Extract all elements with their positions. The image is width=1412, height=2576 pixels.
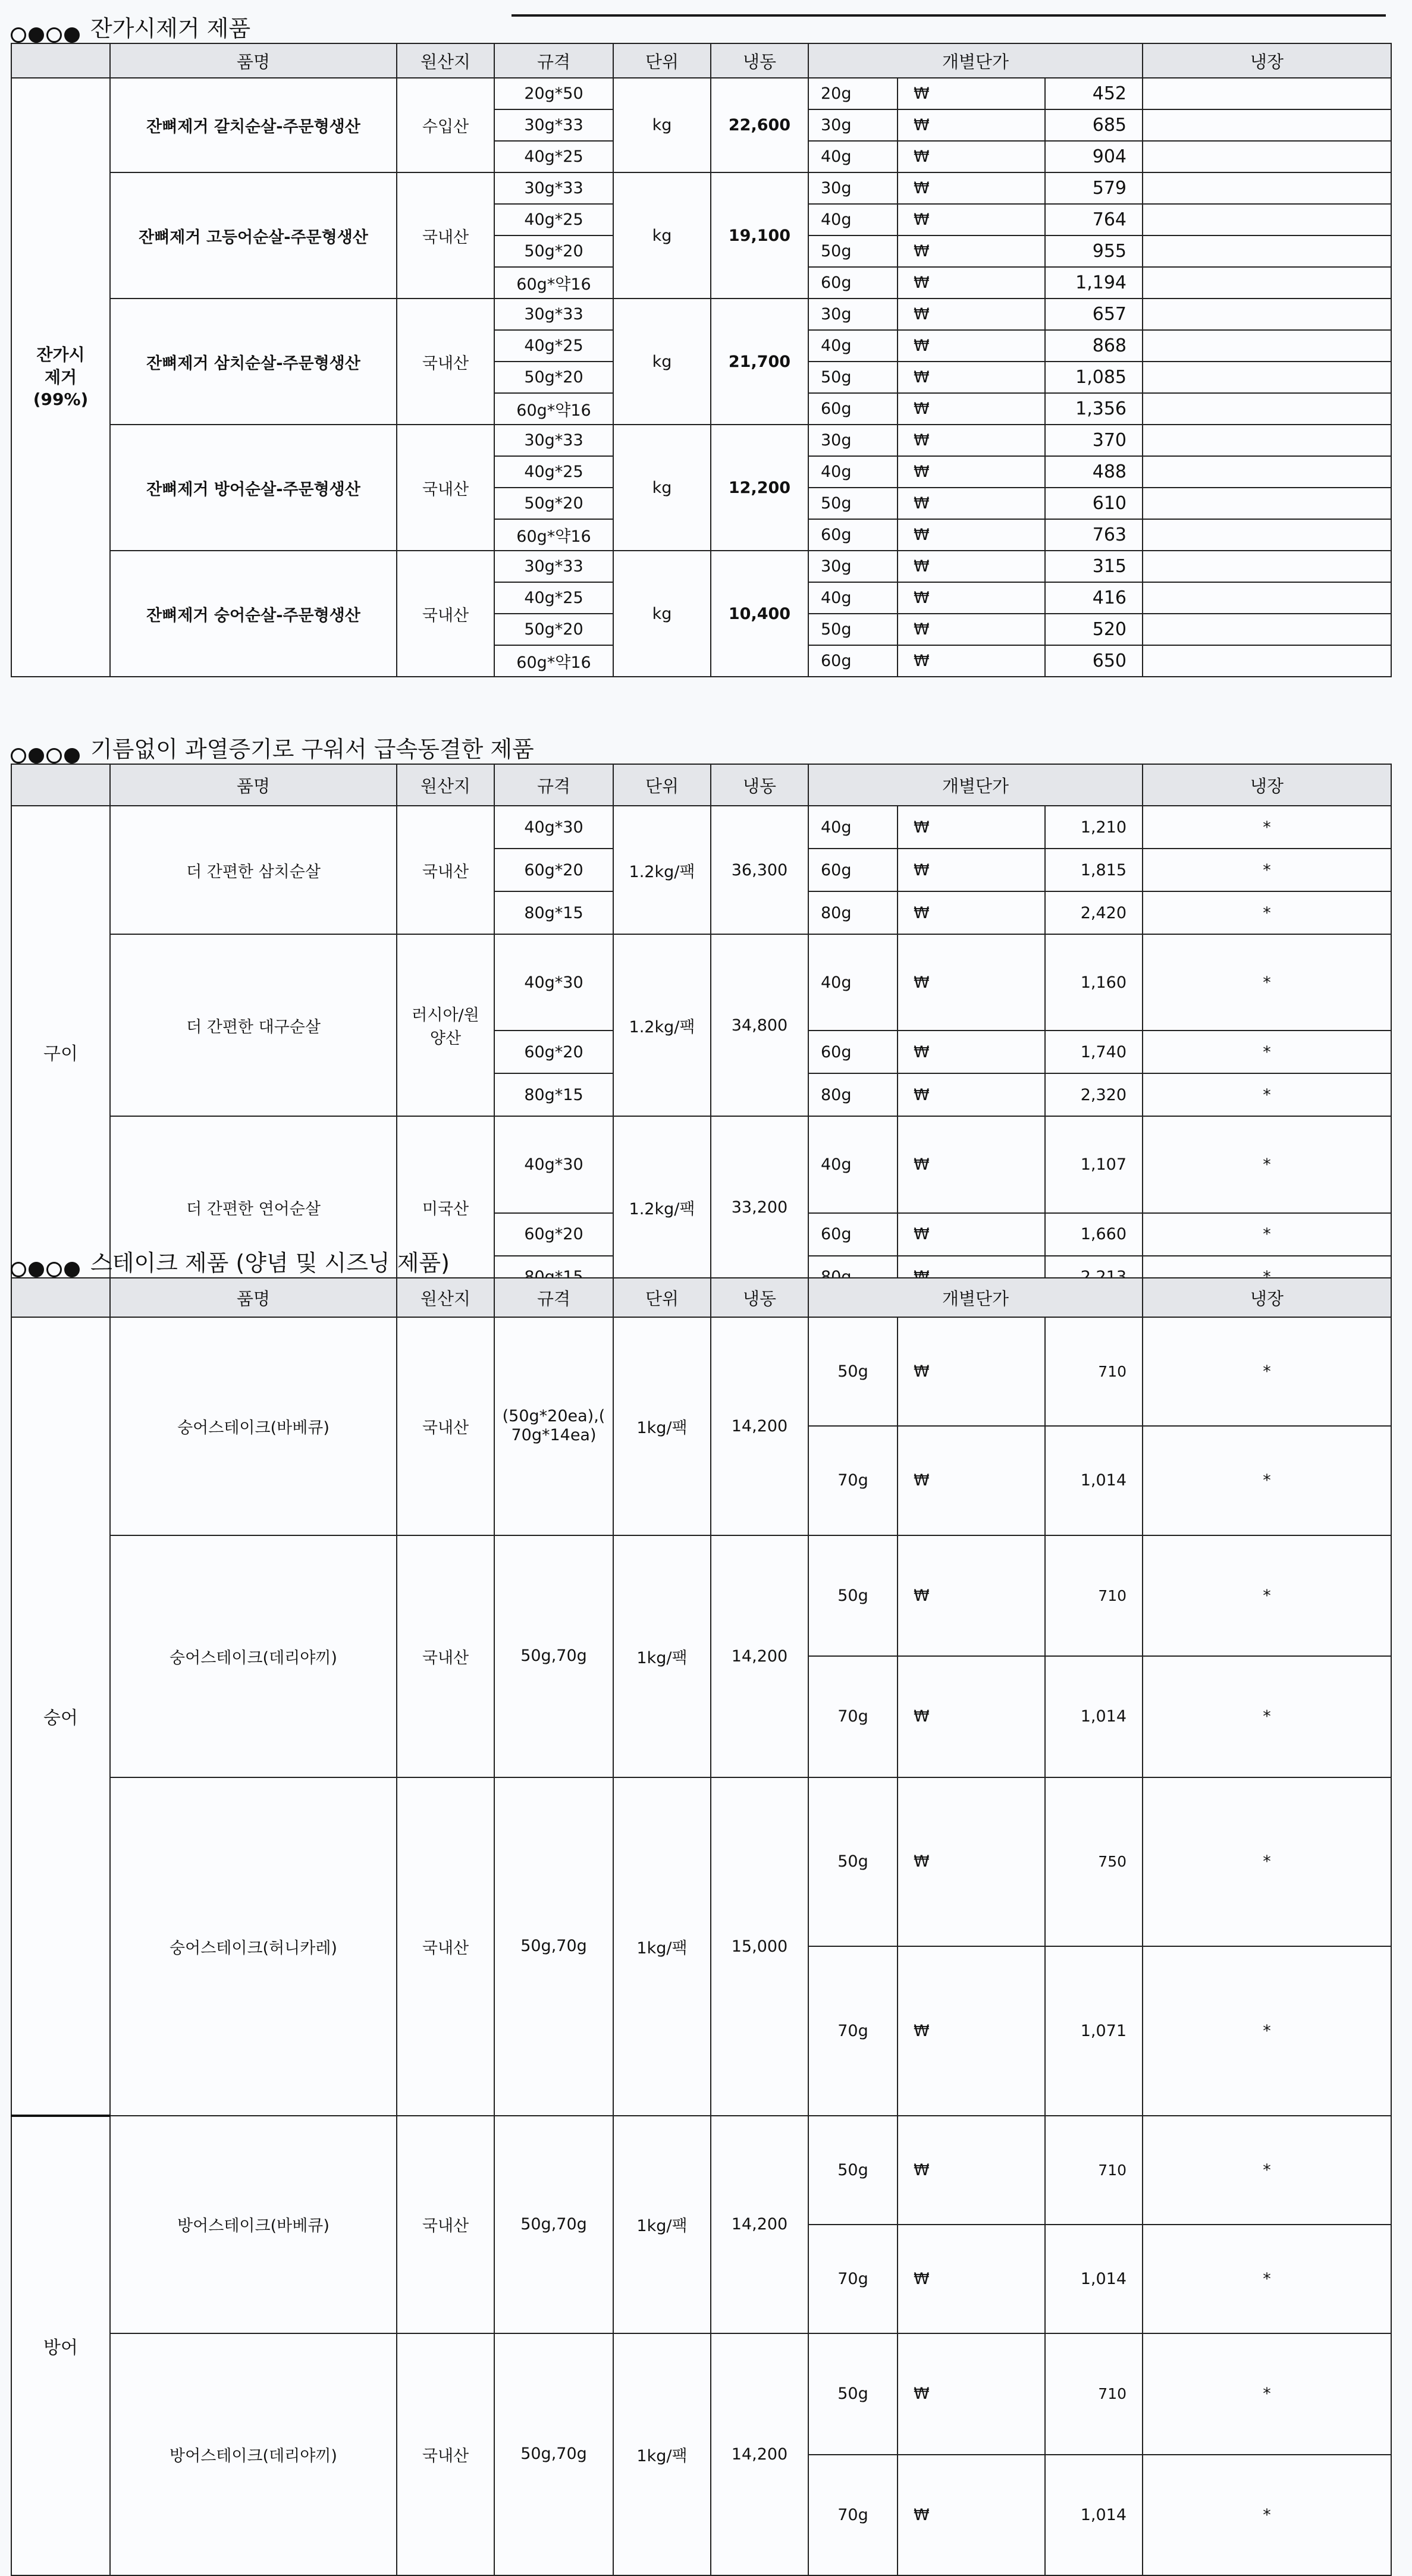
weight-cell: 40g [808, 330, 898, 362]
won-sign: ₩ [898, 2333, 1045, 2455]
spec-cell: 40g*30 [494, 934, 613, 1031]
header-unit-price: 개별단가 [808, 764, 1143, 806]
won-sign: ₩ [898, 1317, 1045, 1426]
chilled-cell [1143, 645, 1391, 677]
won-sign: ₩ [898, 204, 1045, 235]
unit-price-value: 579 [1045, 172, 1143, 204]
unit-price-value: 1,085 [1045, 362, 1143, 393]
chilled-cell [1143, 172, 1391, 204]
won-sign: ₩ [898, 1777, 1045, 1947]
unit-price-value: 710 [1045, 1317, 1143, 1426]
origin-cell: 국내산 [397, 2116, 494, 2334]
unit-price-value: 1,107 [1045, 1116, 1143, 1212]
weight-cell: 50g [808, 1777, 898, 1947]
weight-cell: 80g [808, 891, 898, 934]
weight-cell: 40g [808, 141, 898, 172]
header-blank [11, 1278, 110, 1317]
spec-cell: 40g*25 [494, 330, 613, 362]
category-cell: 잔가시 제거 (99%) [11, 78, 110, 677]
won-sign: ₩ [898, 1946, 1045, 2116]
spec-cell: 60g*20 [494, 849, 613, 891]
unit-cell: 1.2kg/팩 [613, 934, 711, 1116]
unit-price-value: 710 [1045, 2333, 1143, 2455]
chilled-cell [1143, 267, 1391, 299]
spec-cell: 60g*약16 [494, 519, 613, 551]
chilled-mark: * [1143, 1946, 1391, 2116]
chilled-cell [1143, 109, 1391, 141]
weight-cell: 70g [808, 2225, 898, 2333]
weight-cell: 40g [808, 934, 898, 1031]
spec-cell: 50g*20 [494, 362, 613, 393]
chilled-mark: * [1143, 1116, 1391, 1212]
unit-price-value: 1,356 [1045, 393, 1143, 425]
spec-cell: 50g,70g [494, 1535, 613, 1777]
price-table-steak [11, 1277, 1392, 2576]
weight-cell: 70g [808, 2455, 898, 2576]
weight-cell: 40g [808, 456, 898, 488]
table-header-row [11, 1278, 1391, 1317]
weight-cell: 50g [808, 1535, 898, 1657]
frozen-price: 14,200 [711, 2116, 808, 2334]
product-name: 잔뼈제거 숭어순살-주문형생산 [110, 551, 397, 677]
spec-cell: 30g*33 [494, 551, 613, 582]
chilled-mark: * [1143, 1073, 1391, 1116]
spec-cell: 40g*30 [494, 806, 613, 849]
weight-cell: 60g [808, 267, 898, 299]
product-name: 잔뼈제거 갈치순살-주문형생산 [110, 78, 397, 172]
chilled-cell [1143, 362, 1391, 393]
spec-cell: 50g,70g [494, 1777, 613, 2116]
spec-cell: 30g*33 [494, 425, 613, 456]
chilled-mark: * [1143, 1426, 1391, 1535]
section-bone-removed [11, 12, 1391, 677]
weight-cell: 40g [808, 582, 898, 614]
header-name: 품명 [110, 764, 397, 806]
spec-cell: 60g*약16 [494, 267, 613, 299]
table-row [11, 806, 1391, 849]
section-title-text: 스테이크 제품 (양념 및 시즈닝 제품) [90, 1250, 450, 1276]
won-sign: ₩ [898, 849, 1045, 891]
chilled-cell [1143, 519, 1391, 551]
weight-cell: 50g [808, 488, 898, 519]
unit-price-value: 1,071 [1045, 1946, 1143, 2116]
weight-cell: 50g [808, 2333, 898, 2455]
won-sign: ₩ [898, 1073, 1045, 1116]
weight-cell: 30g [808, 425, 898, 456]
chilled-mark: * [1143, 1213, 1391, 1256]
won-sign: ₩ [898, 362, 1045, 393]
won-sign: ₩ [898, 519, 1045, 551]
table-row [11, 78, 1391, 109]
frozen-price: 33,200 [711, 1116, 808, 1298]
header-spec: 규격 [494, 764, 613, 806]
spec-cell: 60g*약16 [494, 645, 613, 677]
header-chilled: 냉장 [1143, 1278, 1391, 1317]
chilled-cell [1143, 330, 1391, 362]
weight-cell: 40g [808, 204, 898, 235]
table-row [11, 1116, 1391, 1212]
section-grilled [11, 733, 1391, 1299]
section-steak [11, 1246, 1391, 2576]
chilled-cell [1143, 582, 1391, 614]
chilled-mark: * [1143, 891, 1391, 934]
unit-price-value: 710 [1045, 2116, 1143, 2225]
product-name: 잔뼈제거 방어순살-주문형생산 [110, 425, 397, 551]
weight-cell: 60g [808, 645, 898, 677]
frozen-price: 19,100 [711, 172, 808, 299]
table-row [11, 425, 1391, 456]
table-row [11, 551, 1391, 582]
unit-price-value: 1,014 [1045, 2225, 1143, 2333]
origin-cell: 국내산 [397, 172, 494, 299]
unit-price-value: 370 [1045, 425, 1143, 456]
unit-cell: kg [613, 299, 711, 425]
spec-cell: 40g*25 [494, 141, 613, 172]
won-sign: ₩ [898, 1116, 1045, 1212]
product-name: 잔뼈제거 고등어순살-주문형생산 [110, 172, 397, 299]
header-unit: 단위 [613, 43, 711, 78]
weight-cell: 50g [808, 2116, 898, 2225]
table-row [11, 1777, 1391, 1947]
weight-cell: 50g [808, 1317, 898, 1426]
won-sign: ₩ [898, 393, 1045, 425]
header-name: 품명 [110, 43, 397, 78]
header-spec: 규격 [494, 43, 613, 78]
frozen-price: 14,200 [711, 1535, 808, 1777]
origin-cell: 국내산 [397, 1317, 494, 1535]
header-chilled: 냉장 [1143, 764, 1391, 806]
unit-price-value: 955 [1045, 235, 1143, 267]
weight-cell: 50g [808, 235, 898, 267]
table-row [11, 1317, 1391, 1426]
won-sign: ₩ [898, 109, 1045, 141]
table-row [11, 934, 1391, 1031]
spec-cell: 40g*30 [494, 1116, 613, 1212]
spec-cell: 30g*33 [494, 299, 613, 330]
chilled-mark: * [1143, 1656, 1391, 1777]
header-origin: 원산지 [397, 764, 494, 806]
origin-cell: 국내산 [397, 806, 494, 934]
spec-cell: 50g,70g [494, 2116, 613, 2334]
header-name: 품명 [110, 1278, 397, 1317]
chilled-cell [1143, 456, 1391, 488]
spec-cell: (50g*20ea),( 70g*14ea) [494, 1317, 613, 1535]
weight-cell: 30g [808, 551, 898, 582]
unit-price-value: 764 [1045, 204, 1143, 235]
won-sign: ₩ [898, 488, 1045, 519]
weight-cell: 20g [808, 78, 898, 109]
won-sign: ₩ [898, 806, 1045, 849]
weight-cell: 60g [808, 1031, 898, 1073]
won-sign: ₩ [898, 934, 1045, 1031]
frozen-price: 21,700 [711, 299, 808, 425]
table-row [11, 299, 1391, 330]
weight-cell: 70g [808, 1656, 898, 1777]
weight-cell: 60g [808, 393, 898, 425]
spec-cell: 80g*15 [494, 891, 613, 934]
unit-price-value: 1,160 [1045, 934, 1143, 1031]
unit-price-value: 1,014 [1045, 1656, 1143, 1777]
frozen-price: 12,200 [711, 425, 808, 551]
product-name: 방어스테이크(데리야끼) [110, 2333, 397, 2575]
bullet-dots-icon [11, 1262, 80, 1277]
header-frozen: 냉동 [711, 1278, 808, 1317]
won-sign: ₩ [898, 2225, 1045, 2333]
won-sign: ₩ [898, 1656, 1045, 1777]
origin-cell: 러시아/원 양산 [397, 934, 494, 1116]
unit-cell: kg [613, 172, 711, 299]
unit-cell: 1.2kg/팩 [613, 1116, 711, 1298]
chilled-mark: * [1143, 2455, 1391, 2576]
weight-cell: 40g [808, 806, 898, 849]
unit-price-value: 763 [1045, 519, 1143, 551]
won-sign: ₩ [898, 267, 1045, 299]
chilled-cell [1143, 614, 1391, 645]
unit-price-value: 520 [1045, 614, 1143, 645]
header-origin: 원산지 [397, 1278, 494, 1317]
origin-cell: 국내산 [397, 425, 494, 551]
chilled-mark: * [1143, 806, 1391, 849]
unit-price-value: 2,320 [1045, 1073, 1143, 1116]
spec-cell: 40g*25 [494, 204, 613, 235]
origin-cell: 국내산 [397, 551, 494, 677]
section-title [11, 12, 1391, 43]
unit-price-value: 685 [1045, 109, 1143, 141]
unit-cell: 1kg/팩 [613, 1317, 711, 1535]
won-sign: ₩ [898, 614, 1045, 645]
unit-price-value: 1,014 [1045, 2455, 1143, 2576]
won-sign: ₩ [898, 141, 1045, 172]
won-sign: ₩ [898, 2455, 1045, 2576]
header-unit-price: 개별단가 [808, 43, 1143, 78]
table-row [11, 172, 1391, 204]
header-frozen: 냉동 [711, 43, 808, 78]
frozen-price: 36,300 [711, 806, 808, 934]
origin-cell: 수입산 [397, 78, 494, 172]
won-sign: ₩ [898, 425, 1045, 456]
unit-cell: 1kg/팩 [613, 2333, 711, 2575]
table-header-row [11, 764, 1391, 806]
chilled-mark: * [1143, 1535, 1391, 1657]
chilled-cell [1143, 425, 1391, 456]
product-name: 숭어스테이크(바베큐) [110, 1317, 397, 1535]
chilled-mark: * [1143, 1317, 1391, 1426]
won-sign: ₩ [898, 1031, 1045, 1073]
header-blank [11, 764, 110, 806]
product-name: 숭어스테이크(데리야끼) [110, 1535, 397, 1777]
weight-cell: 70g [808, 1946, 898, 2116]
unit-cell: kg [613, 425, 711, 551]
category-cell: 숭어 [11, 1317, 110, 2116]
unit-price-value: 488 [1045, 456, 1143, 488]
table-row [11, 2333, 1391, 2455]
spec-cell: 30g*33 [494, 109, 613, 141]
unit-price-value: 2,420 [1045, 891, 1143, 934]
unit-price-value: 1,210 [1045, 806, 1143, 849]
weight-cell: 60g [808, 1213, 898, 1256]
unit-price-value: 1,194 [1045, 267, 1143, 299]
unit-price-value: 315 [1045, 551, 1143, 582]
unit-price-value: 1,014 [1045, 1426, 1143, 1535]
unit-price-value: 610 [1045, 488, 1143, 519]
unit-price-value: 452 [1045, 78, 1143, 109]
chilled-cell [1143, 141, 1391, 172]
product-name: 잔뼈제거 삼치순살-주문형생산 [110, 299, 397, 425]
weight-cell: 80g [808, 1073, 898, 1116]
unit-price-value: 1,740 [1045, 1031, 1143, 1073]
product-name: 숭어스테이크(허니카레) [110, 1777, 397, 2116]
header-unit: 단위 [613, 764, 711, 806]
won-sign: ₩ [898, 2116, 1045, 2225]
frozen-price: 34,800 [711, 934, 808, 1116]
chilled-cell [1143, 78, 1391, 109]
unit-cell: 1.2kg/팩 [613, 806, 711, 934]
unit-price-value: 1,815 [1045, 849, 1143, 891]
weight-cell: 30g [808, 109, 898, 141]
chilled-mark: * [1143, 2333, 1391, 2455]
spec-cell: 50g*20 [494, 614, 613, 645]
weight-cell: 50g [808, 614, 898, 645]
won-sign: ₩ [898, 299, 1045, 330]
unit-cell: 1kg/팩 [613, 2116, 711, 2334]
header-spec: 규격 [494, 1278, 613, 1317]
header-unit-price: 개별단가 [808, 1278, 1143, 1317]
won-sign: ₩ [898, 582, 1045, 614]
won-sign: ₩ [898, 1213, 1045, 1256]
chilled-cell [1143, 488, 1391, 519]
unit-price-value: 416 [1045, 582, 1143, 614]
chilled-mark: * [1143, 1031, 1391, 1073]
header-origin: 원산지 [397, 43, 494, 78]
won-sign: ₩ [898, 456, 1045, 488]
product-name: 더 간편한 연어순살 [110, 1116, 397, 1298]
weight-cell: 70g [808, 1426, 898, 1535]
frozen-price: 14,200 [711, 2333, 808, 2575]
weight-cell: 40g [808, 1116, 898, 1212]
section-title-text: 잔가시제거 제품 [90, 15, 251, 42]
weight-cell: 30g [808, 299, 898, 330]
won-sign: ₩ [898, 235, 1045, 267]
section-title-text: 기름없이 과열증기로 구워서 급속동결한 제품 [90, 736, 534, 762]
weight-cell: 60g [808, 849, 898, 891]
frozen-price: 22,600 [711, 78, 808, 172]
spec-cell: 50g*20 [494, 488, 613, 519]
won-sign: ₩ [898, 1426, 1045, 1535]
won-sign: ₩ [898, 1535, 1045, 1657]
unit-price-value: 1,660 [1045, 1213, 1143, 1256]
table-row [11, 1535, 1391, 1657]
chilled-cell [1143, 204, 1391, 235]
product-name: 더 간편한 대구순살 [110, 934, 397, 1116]
product-name: 방어스테이크(바베큐) [110, 2116, 397, 2334]
won-sign: ₩ [898, 172, 1045, 204]
origin-cell: 국내산 [397, 1777, 494, 2116]
product-name: 더 간편한 삼치순살 [110, 806, 397, 934]
table-header-row [11, 43, 1391, 78]
price-table-grilled [11, 764, 1392, 1299]
unit-cell: kg [613, 551, 711, 677]
unit-price-value: 657 [1045, 299, 1143, 330]
table-row [11, 2116, 1391, 2225]
unit-cell: 1kg/팩 [613, 1777, 711, 2116]
spec-cell: 40g*25 [494, 582, 613, 614]
section-title [11, 733, 1391, 764]
spec-cell: 50g*20 [494, 235, 613, 267]
origin-cell: 국내산 [397, 1535, 494, 1777]
spec-cell: 60g*약16 [494, 393, 613, 425]
header-unit: 단위 [613, 1278, 711, 1317]
chilled-mark: * [1143, 2116, 1391, 2225]
section-title [11, 1246, 1391, 1277]
category-cell: 구이 [11, 806, 110, 1299]
chilled-cell [1143, 551, 1391, 582]
won-sign: ₩ [898, 551, 1045, 582]
won-sign: ₩ [898, 330, 1045, 362]
chilled-mark: * [1143, 934, 1391, 1031]
unit-price-value: 710 [1045, 1535, 1143, 1657]
unit-price-value: 750 [1045, 1777, 1143, 1947]
header-frozen: 냉동 [711, 764, 808, 806]
category-cell: 방어 [11, 2116, 110, 2576]
spec-cell: 40g*25 [494, 456, 613, 488]
unit-price-value: 650 [1045, 645, 1143, 677]
origin-cell: 미국산 [397, 1116, 494, 1298]
chilled-mark: * [1143, 2225, 1391, 2333]
spec-cell: 80g*15 [494, 1073, 613, 1116]
spec-cell: 60g*20 [494, 1031, 613, 1073]
chilled-cell [1143, 393, 1391, 425]
bullet-dots-icon [11, 27, 80, 43]
frozen-price: 10,400 [711, 551, 808, 677]
unit-cell: kg [613, 78, 711, 172]
header-chilled: 냉장 [1143, 43, 1391, 78]
won-sign: ₩ [898, 891, 1045, 934]
spec-cell: 20g*50 [494, 78, 613, 109]
bullet-dots-icon [11, 748, 80, 764]
chilled-cell [1143, 235, 1391, 267]
weight-cell: 50g [808, 362, 898, 393]
weight-cell: 60g [808, 519, 898, 551]
frozen-price: 15,000 [711, 1777, 808, 2116]
frozen-price: 14,200 [711, 1317, 808, 1535]
unit-price-value: 904 [1045, 141, 1143, 172]
chilled-mark: * [1143, 849, 1391, 891]
spec-cell: 50g,70g [494, 2333, 613, 2575]
weight-cell: 30g [808, 172, 898, 204]
spec-cell: 30g*33 [494, 172, 613, 204]
chilled-mark: * [1143, 1777, 1391, 1947]
chilled-cell [1143, 299, 1391, 330]
unit-price-value: 868 [1045, 330, 1143, 362]
spec-cell: 60g*20 [494, 1213, 613, 1256]
origin-cell: 국내산 [397, 2333, 494, 2575]
won-sign: ₩ [898, 78, 1045, 109]
origin-cell: 국내산 [397, 299, 494, 425]
won-sign: ₩ [898, 645, 1045, 677]
price-table-bone-removed [11, 43, 1392, 677]
header-blank [11, 43, 110, 78]
unit-cell: 1kg/팩 [613, 1535, 711, 1777]
